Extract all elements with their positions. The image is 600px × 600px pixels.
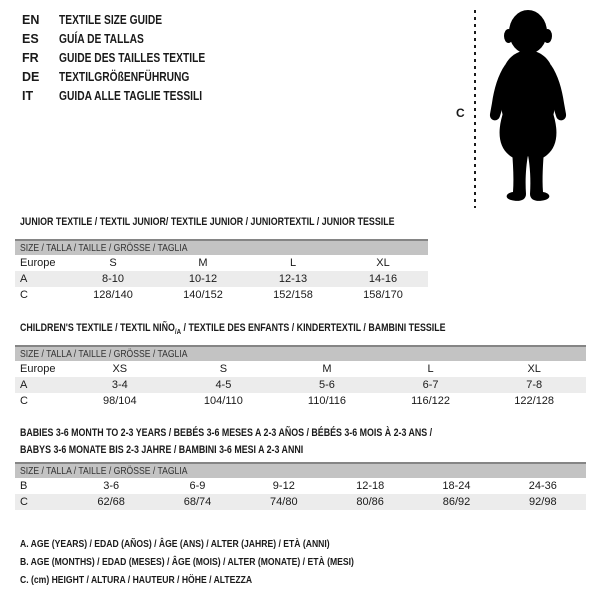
age-cell: 3-4 [111, 379, 128, 391]
babies-section-title-line1: BABIES 3-6 MONTH TO 2-3 YEARS / BEBÉS 3-6 MESES A 2-3 AÑOS / BÉBÉS 3-6 MOIS À 2-3 ANS / [20, 427, 433, 439]
table-row [15, 287, 428, 303]
row-label: Europe [20, 363, 56, 375]
height-cell: 158/170 [363, 289, 403, 301]
height-cell: 98/104 [102, 395, 137, 407]
language-code: DE [22, 69, 40, 84]
height-cell: 74/80 [270, 496, 298, 508]
junior-size-table [15, 239, 428, 303]
size-cell: XL [527, 363, 541, 375]
size-cell: XS [112, 363, 128, 375]
age-cell: 6-7 [422, 379, 439, 391]
babies-section-title [20, 425, 523, 459]
table-row [15, 478, 586, 494]
list-item [22, 48, 237, 67]
size-cell: L [427, 363, 434, 375]
height-cell: 68/74 [183, 496, 212, 508]
babies-section-title-line2: BABYS 3-6 MONATE BIS 2-3 JAHRE / BAMBINI 3-6 MESI A 2-3 ANNI [20, 444, 304, 456]
guide-title: TEXTILGRÖßENFÜHRUNG [59, 69, 190, 84]
height-cell: 86/92 [442, 496, 471, 508]
height-cell: 110/116 [307, 395, 347, 407]
height-cell: 92/98 [529, 496, 557, 508]
junior-section-title [20, 216, 477, 228]
list-item [22, 10, 237, 29]
table-row [15, 255, 428, 271]
list-item [22, 67, 237, 86]
size-header-text: SIZE / TALLA / TAILLE / GRÖSSE / TAGLIA [20, 242, 188, 254]
age-cell: 6-9 [189, 480, 206, 492]
size-header-bar [15, 462, 586, 478]
language-code: EN [22, 12, 40, 27]
height-cell: 152/158 [273, 289, 313, 301]
age-cell: 10-12 [188, 273, 218, 285]
row-label: C [20, 496, 28, 508]
language-title-list [22, 10, 237, 105]
list-item [22, 29, 237, 48]
language-code: ES [22, 31, 39, 46]
children-section-title [20, 322, 539, 336]
height-cell: 80/86 [356, 496, 384, 508]
row-label: Europe [20, 257, 56, 269]
table-row [15, 361, 586, 377]
height-cell: 62/68 [97, 496, 125, 508]
row-label: C [20, 395, 28, 407]
size-cell: XL [376, 257, 390, 269]
height-cell: 104/110 [203, 395, 243, 407]
age-cell: 18-24 [442, 480, 471, 492]
age-cell: 12-13 [278, 273, 308, 285]
age-cell: 14-16 [368, 273, 398, 285]
size-header-bar [15, 239, 428, 255]
babies-size-table [15, 462, 586, 510]
guide-title: GUIDA ALLE TAGLIE TESSILI [59, 88, 203, 103]
size-cell: S [109, 257, 117, 269]
size-header-text: SIZE / TALLA / TAILLE / GRÖSSE / TAGLIA [20, 348, 188, 360]
footnote-age-years: A. AGE (YEARS) / EDAD (AÑOS) / ÂGE (ANS) / ALTER (JAHRE) / ETÀ (ANNI) [20, 538, 330, 550]
age-cell: 7-8 [526, 379, 543, 391]
guide-title: TEXTILE SIZE GUIDE [59, 12, 163, 27]
height-cell: 122/128 [514, 395, 555, 407]
row-label: A [20, 379, 28, 391]
table-row [15, 393, 586, 409]
size-cell: S [219, 363, 228, 375]
footnote-age-months: B. AGE (MONTHS) / EDAD (MESES) / ÂGE (MOIS) / ALTER (MONATE) / ETÀ (MESI) [20, 556, 354, 568]
age-cell: 5-6 [319, 379, 335, 391]
legend-footnotes [20, 535, 427, 589]
height-cell: 116/122 [411, 395, 451, 407]
table-row [15, 494, 586, 510]
age-cell: 9-12 [272, 480, 295, 492]
table-row [15, 271, 428, 287]
age-cell: 12-18 [356, 480, 385, 492]
children-section-title-text: CHILDREN'S TEXTILE / TEXTIL $NIÑO_{/A}$ / TEXTILE DES ENFANTS / KINDERTEXTIL / BAMBINI TESSILE [20, 322, 446, 337]
language-code: IT [22, 88, 34, 103]
row-label: B [20, 480, 28, 492]
size-cell: M [198, 257, 208, 269]
language-code: FR [22, 50, 39, 65]
age-cell: 4-5 [215, 379, 232, 391]
age-cell: 24-36 [528, 480, 557, 492]
size-cell: L [289, 257, 297, 269]
height-cell: 128/140 [93, 289, 133, 301]
height-cell: 140/152 [183, 289, 223, 301]
size-header-text: SIZE / TALLA / TAILLE / GRÖSSE / TAGLIA [20, 465, 188, 477]
guide-title: GUIDE DES TAILLES TEXTILE [59, 50, 206, 65]
row-label: A [20, 273, 28, 285]
table-row [15, 377, 586, 393]
children-size-table [15, 345, 586, 409]
age-cell: 8-10 [101, 273, 125, 285]
guide-title: GUÍA DE TALLAS [59, 31, 144, 46]
age-cell: 3-6 [103, 480, 120, 492]
row-label: C [20, 289, 28, 301]
junior-section-title-text: JUNIOR TEXTILE / TEXTIL JUNIOR/ TEXTILE JUNIOR / JUNIORTEXTIL / JUNIOR TESSILE [20, 216, 395, 228]
size-header-bar [15, 345, 586, 361]
size-cell: M [322, 363, 332, 375]
footnote-height-cm: C. (cm) HEIGHT / ALTURA / HAUTEUR / HÖHE / ALTEZZA [20, 574, 253, 586]
list-item [22, 86, 237, 105]
figure-height-label: C [456, 106, 465, 120]
